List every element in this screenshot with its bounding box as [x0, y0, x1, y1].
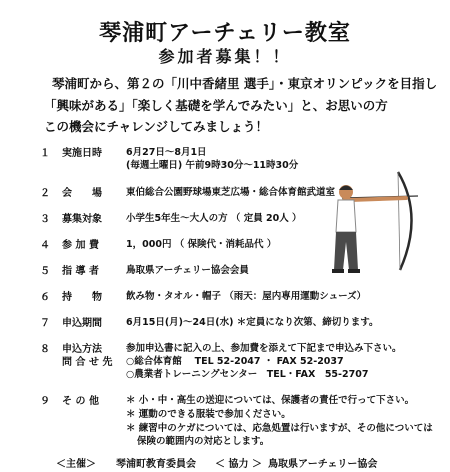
- note-injury: ＊ 練習中のケガについては、応急処置は行いますが、その他については: [126, 423, 433, 434]
- intro-line-2: 「興味がある」「楽しく基礎を学んでみたい」と、お思いの方: [44, 98, 388, 113]
- item-label-fee: 参 加 費: [62, 240, 99, 251]
- page-title: 琴浦町アーチェリー教室: [99, 21, 351, 46]
- item-label-contact: 問 合 せ 先: [62, 357, 113, 368]
- item-number: ６: [40, 292, 50, 303]
- item-label-period: 申込期間: [62, 318, 102, 329]
- item-number: ７: [40, 318, 50, 329]
- item-value-belongings: 飲み物・タオル・帽子 （雨天：屋内専用運動シューズ）: [126, 291, 367, 302]
- item-number: ４: [40, 240, 50, 251]
- contact-gym: ○総合体育館 TEL 52-2047 ・ FAX 52-2037: [126, 356, 344, 367]
- item-number: ２: [40, 188, 50, 199]
- intro-line-3: この機会にチャレンジしてみましょう！: [44, 119, 269, 134]
- item-value-time: (毎週土曜日) 午前9時30分～11時30分: [126, 160, 299, 171]
- item-value-method: 参加申込書に記入の上、参加費を添えて下記まで申込み下さい。: [126, 343, 402, 354]
- item-number: １: [40, 148, 50, 159]
- item-label-target: 募集対象: [62, 214, 102, 225]
- intro-line-1: 琴浦町から、第２の「川中香緒里 選手」・東京オリンピックを目指し: [52, 76, 438, 91]
- item-value-target: 小学生5年生～大人の方 （ 定員 20人 ）: [126, 213, 302, 224]
- footer-coop: 鳥取県アーチェリー協会: [268, 459, 378, 470]
- item-value-venue: 東伯総合公園野球場東芝広場・総合体育館武道室: [126, 187, 336, 198]
- item-label-venue: 会 場: [62, 188, 102, 199]
- note-transport: ＊ 小・中・高生の送迎については、保護者の責任で行って下さい。: [126, 395, 415, 406]
- footer-coop-label: ＜ 協力 ＞: [215, 459, 262, 470]
- note-insurance: 保険の範囲内の対応とします。: [137, 436, 270, 447]
- item-value-instructor: 鳥取県アーチェリー協会会員: [126, 265, 249, 276]
- item-label-other: そ の 他: [62, 396, 99, 407]
- item-number: ５: [40, 266, 50, 277]
- item-label-date: 実施日時: [62, 148, 102, 159]
- item-value-period: 6月15日(月)～24日(水) ＊定員になり次第、締切ります。: [126, 317, 379, 328]
- item-value-fee: 1，000円 （ 保険代・消耗品代 ）: [126, 239, 277, 250]
- item-number: ９: [40, 396, 50, 407]
- contact-training-center: ○農業者トレーニングセンター TEL・FAX 55-2707: [126, 369, 369, 380]
- item-number: ３: [40, 214, 50, 225]
- item-number: ８: [40, 344, 50, 355]
- note-clothing: ＊ 運動のできる服装で参加ください。: [126, 409, 291, 420]
- item-label-belongings: 持 物: [62, 292, 102, 303]
- footer-host: 琴浦町教育委員会: [116, 459, 196, 470]
- item-value-date: 6月27日～8月1日: [126, 147, 207, 158]
- page-subtitle: 参加者募集！！: [158, 47, 292, 66]
- item-label-method: 申込方法: [62, 344, 102, 355]
- archer-icon: [320, 170, 432, 278]
- item-label-instructor: 指 導 者: [62, 266, 99, 277]
- footer-host-label: ＜主催＞: [56, 459, 96, 470]
